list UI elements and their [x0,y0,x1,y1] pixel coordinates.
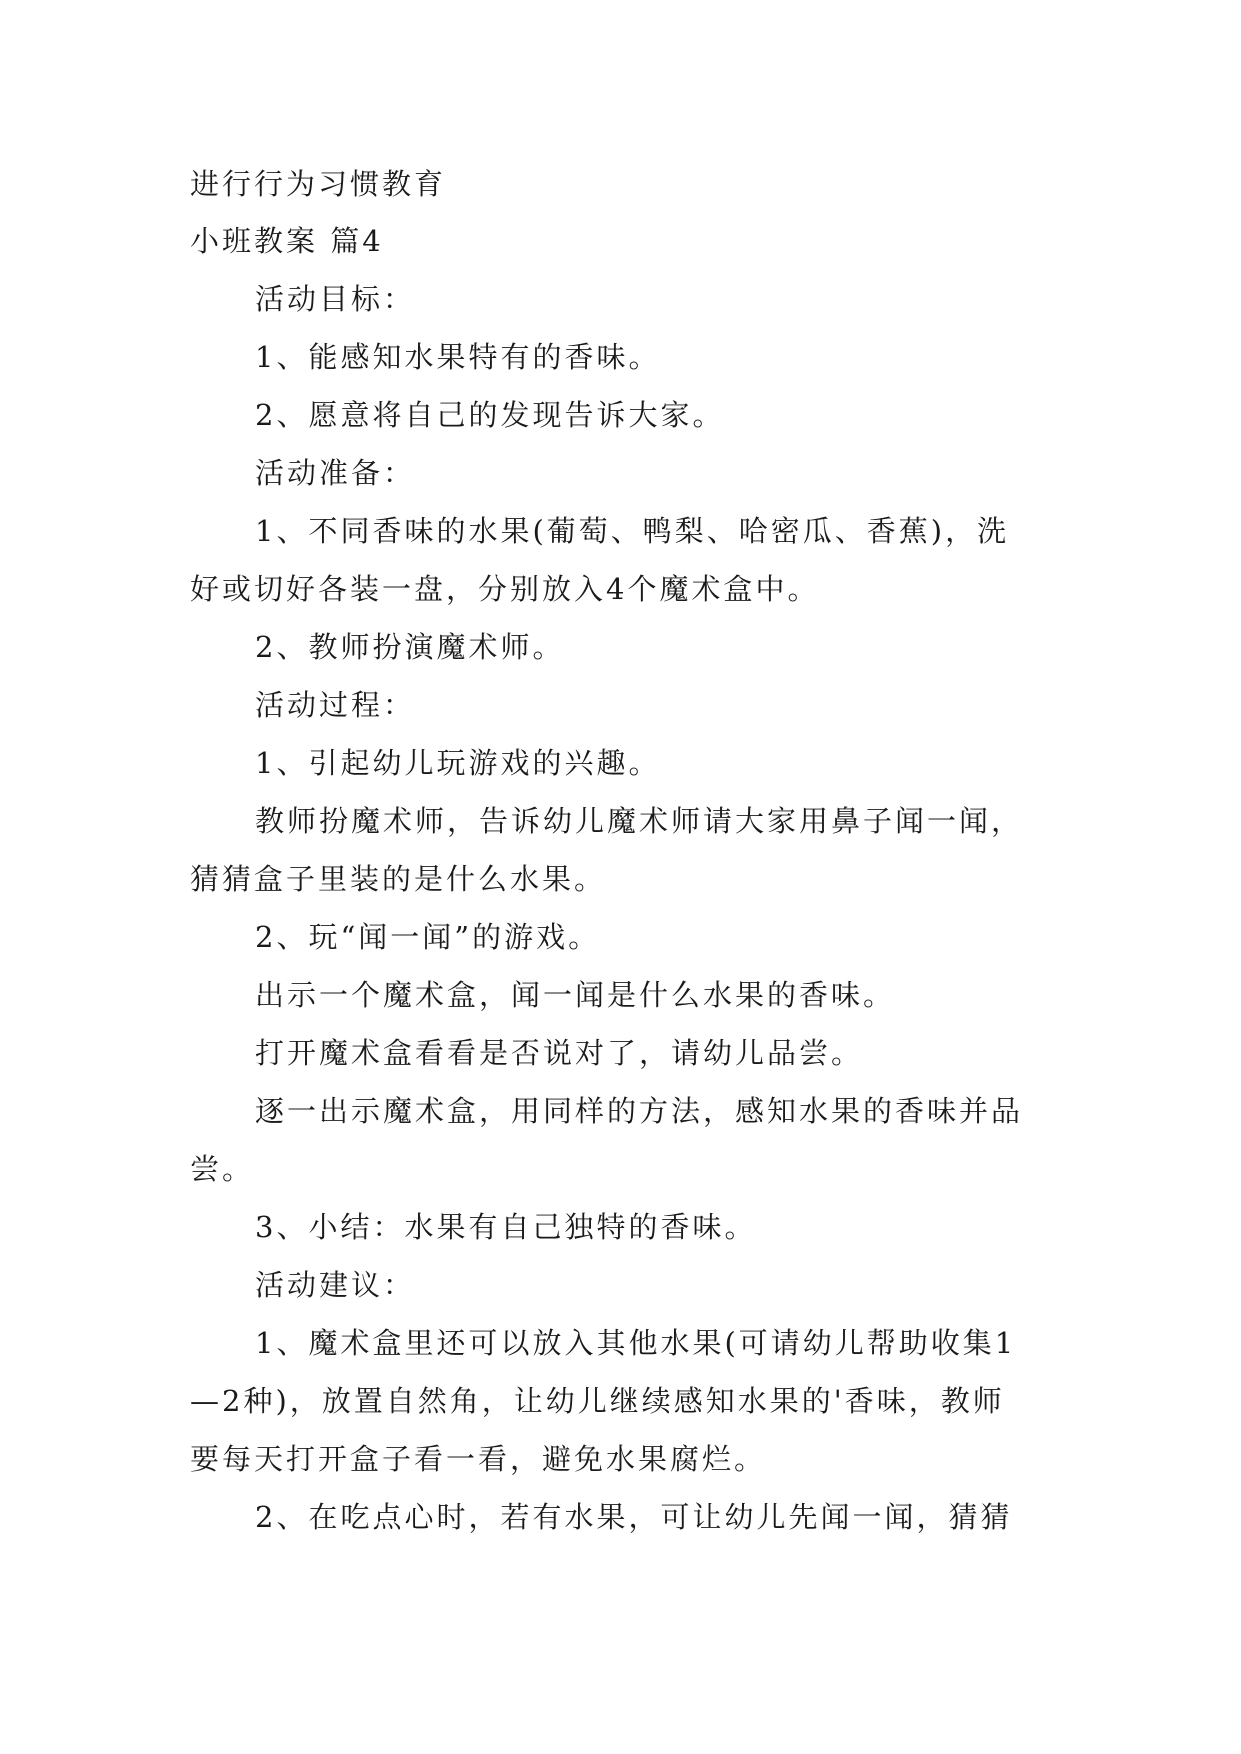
heading-process: 活动过程： [255,688,416,722]
process-1-detail-line-1: 教师扮魔术师，告诉幼儿魔术师请大家用鼻子闻一闻， [255,804,1024,838]
process-2: 2、玩“闻一闻”的游戏。 [255,920,601,954]
preparation-1-line-1: 1、不同香味的水果(葡萄、鸭梨、哈密瓜、香蕉)，洗 [255,514,1010,548]
process-2-step-2: 打开魔术盒看看是否说对了，请幼儿品尝。 [255,1036,864,1070]
suggestion-1-line-1: 1、魔术盒里还可以放入其他水果(可请幼儿帮助收集1 [255,1326,1017,1360]
text-line-continuation: 进行行为习惯教育 [190,167,447,201]
heading-suggestions: 活动建议： [255,1268,416,1302]
heading-objectives: 活动目标： [255,282,416,316]
suggestion-1-line-2: —2种)，放置自然角，让幼儿继续感知水果的'香味，教师 [190,1384,1005,1418]
process-2-step-1: 出示一个魔术盒，闻一闻是什么水果的香味。 [255,978,896,1012]
section-title: 小班教案 篇4 [190,224,384,258]
process-1: 1、引起幼儿玩游戏的兴趣。 [255,746,661,780]
process-1-detail-line-2: 猜猜盒子里装的是什么水果。 [190,862,607,896]
objective-1: 1、能感知水果特有的香味。 [255,340,661,374]
preparation-1-line-2: 好或切好各装一盘，分别放入4个魔术盒中。 [190,572,820,606]
suggestion-2-line-1: 2、在吃点心时，若有水果，可让幼儿先闻一闻，猜猜 [255,1500,1013,1534]
objective-2: 2、愿意将自己的发现告诉大家。 [255,398,725,432]
process-2-step-3-line-2: 尝。 [190,1152,255,1186]
heading-preparation: 活动准备： [255,456,416,490]
suggestion-1-line-3: 要每天打开盒子看一看，避免水果腐烂。 [190,1442,767,1476]
preparation-2: 2、教师扮演魔术师。 [255,630,565,664]
process-3-summary: 3、小结：水果有自己独特的香味。 [255,1210,757,1244]
process-2-step-3-line-1: 逐一出示魔术盒，用同样的方法，感知水果的香味并品 [255,1094,1024,1128]
